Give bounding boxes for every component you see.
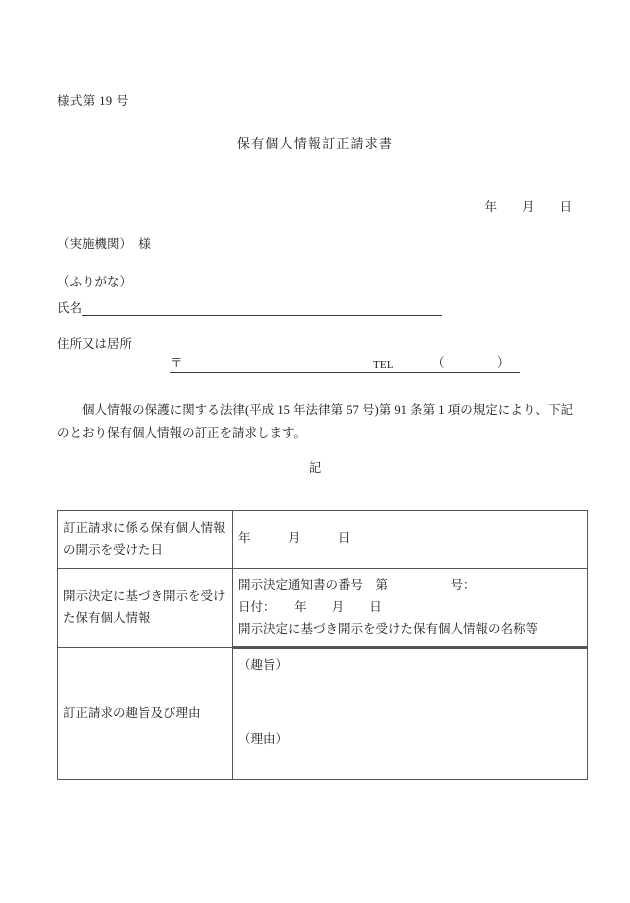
furigana-label: （ふりがな） bbox=[57, 275, 133, 289]
address-input-row[interactable] bbox=[170, 352, 520, 373]
ki-mark: 記 bbox=[308, 461, 322, 475]
document-title: 保有個人情報訂正請求書 bbox=[236, 136, 394, 151]
tel-paren-close: ） bbox=[497, 356, 510, 370]
telephone-label: TEL bbox=[373, 359, 394, 371]
row-value-purpose-reason[interactable] bbox=[233, 648, 588, 780]
name-input-rule[interactable] bbox=[82, 303, 442, 316]
postal-code-icon: 〒 bbox=[170, 356, 183, 370]
row-value-disclosed-info[interactable] bbox=[233, 568, 588, 648]
purpose-subheading: （趣旨） bbox=[238, 658, 289, 673]
addressee-line: （実施機関） 様 bbox=[57, 237, 151, 251]
disclosed-info-name-line: 開示決定に基づき開示を受けた保有個人情報の名称等 bbox=[238, 621, 539, 636]
tel-paren-open: （ bbox=[432, 356, 445, 370]
row-value-disclosure-date[interactable]: 年 月 日 bbox=[233, 511, 588, 569]
date-line: 年 月 日 bbox=[484, 200, 572, 214]
notice-number-line: 開示決定通知書の番号 第 号： bbox=[238, 577, 476, 592]
row-label-disclosure-date: 訂正請求に係る保有個人情報の開示を受けた日 bbox=[58, 511, 233, 569]
row-label-disclosed-info: 開示決定に基づき開示を受けた保有個人情報 bbox=[58, 568, 233, 648]
table-row bbox=[58, 648, 588, 780]
table-row bbox=[58, 568, 588, 648]
body-paragraph: 個人情報の保護に関する法律(平成 15 年法律第 57 号)第 91 条第 1 項の規定により、下記のとおり保有個人情報の訂正を請求します。 bbox=[57, 403, 573, 441]
reason-subheading: （理由） bbox=[238, 732, 289, 747]
address-label: 住所又は居所 bbox=[57, 337, 133, 351]
form-number: 様式第 19 号 bbox=[57, 94, 129, 108]
notice-date-line: 日付： 年 月 日 bbox=[238, 599, 382, 614]
row-label-purpose-reason: 訂正請求の趣旨及び理由 bbox=[58, 648, 233, 780]
name-field-row bbox=[57, 298, 442, 316]
name-label: 氏名 bbox=[57, 301, 83, 315]
request-detail-table bbox=[57, 510, 588, 780]
table-row bbox=[58, 511, 588, 569]
